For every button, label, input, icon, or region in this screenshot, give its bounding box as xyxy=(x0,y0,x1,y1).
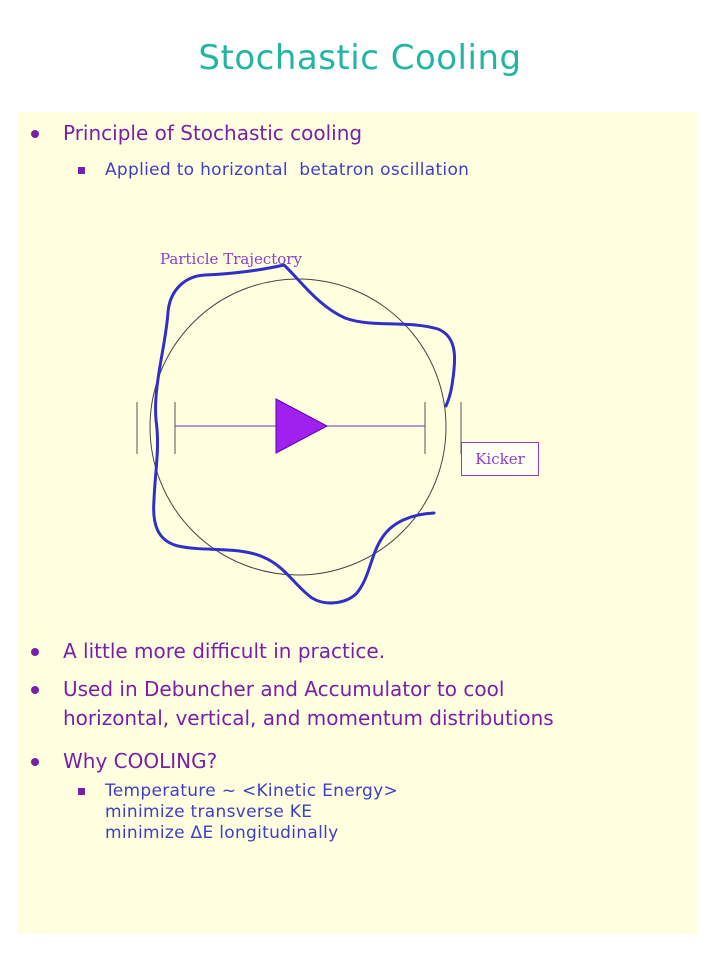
kicker-label: Kicker xyxy=(461,442,539,476)
bullet-dot xyxy=(31,648,39,656)
slide-title: Stochastic Cooling xyxy=(198,38,522,78)
sub-bullet-line: minimize transverse KE xyxy=(105,802,313,822)
sub-bullet-line: Temperature ~ <Kinetic Energy> xyxy=(105,781,398,801)
bullet-text-line: horizontal, vertical, and momentum distributions xyxy=(63,706,554,730)
sub-bullet-line: minimize ΔE longitudinally xyxy=(105,823,339,843)
bullet-difficult xyxy=(63,637,385,666)
bullet-dot xyxy=(31,686,39,694)
sub-bullet-temperature xyxy=(105,781,398,844)
particle-trajectory-label: Particle Trajectory xyxy=(160,250,302,268)
bullet-why-cooling xyxy=(63,747,217,776)
bullet-text: Why COOLING? xyxy=(63,749,218,773)
bullet-text: A little more difficult in practice. xyxy=(63,639,386,663)
sub-bullet-marker xyxy=(78,788,85,795)
bullet-text-line: Used in Debuncher and Accumulator to cool xyxy=(63,677,505,701)
sub-bullet-text: Applied to horizontal betatron oscillation xyxy=(105,160,470,180)
amplifier-triangle xyxy=(276,399,327,453)
bullet-debuncher xyxy=(63,675,554,733)
bullet-text: Principle of Stochastic cooling xyxy=(63,121,363,145)
bullet-dot xyxy=(31,758,39,766)
